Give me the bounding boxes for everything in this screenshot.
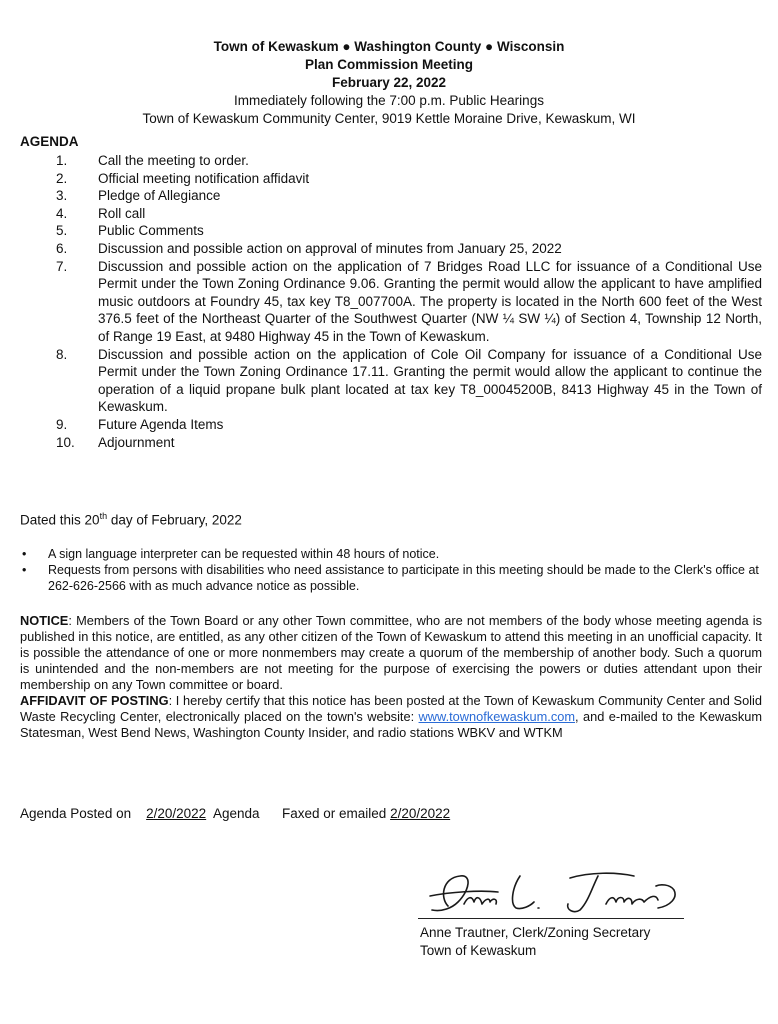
agenda-item-number: 7. [56, 258, 68, 274]
faxed-date: 2/20/2022 [390, 806, 451, 821]
bullet-dot-icon: • [22, 547, 27, 561]
posted-line [20, 806, 450, 821]
bullet-text: Requests from persons with disabilities who need assistance to participate in this meeting should be made to the Clerk's office at 262-626-2566 with as much advance notice as possible. [48, 563, 759, 593]
faxed-label: Faxed or emailed [282, 806, 387, 821]
header-date: February 22, 2022 [331, 75, 447, 90]
agenda-item-number: 1. [56, 153, 68, 168]
agenda-item-text: Discussion and possible action on the application of Cole Oil Company for issuance of a Conditional Use Permit under the Town Zoning Ordinance 17.11. Granting the permit would allow the applicant to continue the operation of a liquid propane bulk plant located at tax key T8_00045200B, 8413 Highway 45 in the Town of Kewaskum. [98, 346, 762, 415]
agenda-item-text: Official meeting notification affidavit [98, 170, 310, 186]
bullet-item [22, 562, 762, 594]
agenda-item-text: Call the meeting to order. [98, 153, 249, 168]
posted-label: Agenda Posted on [20, 806, 132, 821]
dated-line [20, 511, 242, 528]
agenda-item [56, 240, 762, 258]
posted-agenda-label: Agenda [212, 806, 260, 821]
signature-block [420, 924, 650, 960]
agenda-item-text: Discussion and possible action on approval of minutes from January 25, 2022 [98, 240, 562, 256]
agenda-item-text: Roll call [98, 205, 146, 221]
dated-superscript: th [99, 511, 108, 521]
dated-before: Dated this 20 [20, 512, 100, 528]
notice-label: NOTICE [20, 613, 69, 628]
agenda-item-text: Future Agenda Items [98, 416, 224, 432]
agenda-item-number: 2. [56, 170, 68, 186]
notice-section [20, 613, 762, 741]
header-location: Town of Kewaskum ● Washington County ● Wisconsin [213, 39, 565, 54]
agenda-title: AGENDA [20, 134, 79, 149]
dated-after: day of February, 2022 [107, 512, 242, 528]
agenda-item-number: 3. [56, 188, 68, 204]
handwritten-signature [420, 868, 700, 922]
agenda-item-number: 9. [56, 416, 68, 432]
agenda-item [56, 187, 762, 205]
agenda-item-number: 5. [56, 223, 68, 239]
agenda-item-number: 10. [56, 434, 75, 450]
agenda-item-text: Public Comments [98, 223, 204, 239]
agenda-item [56, 170, 762, 188]
signer-name-title: Anne Trautner, Clerk/Zoning Secretary [420, 925, 651, 940]
agenda-item [56, 434, 762, 452]
agenda-item-number: 6. [56, 240, 68, 256]
signature-text: Anne L. Trautner [420, 920, 428, 921]
agenda-item-number: 4. [56, 205, 68, 221]
affidavit-label: AFFIDAVIT OF POSTING [20, 693, 169, 708]
agenda-item [56, 222, 762, 240]
agenda-item-text: Discussion and possible action on the application of 7 Bridges Road LLC for issuance of a Conditional Use Permit under the Town Zoning Ordinance 9.06. Granting the permit would allow the applicant to have amplified music outdoors at Foundry 45, tax key T8_007700A. The property is located in the North 600 feet of the West 376.5 feet of the Northeast Quarter of the Southwest Quarter (NW ¼ SW ¼) of Section 4, Township 12 North, of Range 19 East, at 9480 Highway 45 in the Town of Kewaskum. [98, 258, 762, 344]
agenda-item [56, 205, 762, 223]
header-time: Immediately following the 7:00 p.m. Public Hearings [234, 93, 544, 108]
agenda-item-text: Adjournment [98, 434, 175, 450]
agenda-item-number: 8. [56, 346, 68, 362]
agenda-item [56, 346, 762, 416]
notice-text: : Members of the Town Board or any other Town committee, who are not members of the body whose meeting agenda is published in this notice, are entitled, as any other citizen of the Town of Kewaskum to attend this meeting in an unofficial capacity. It is possible the attendance of one or more nonmembers may create a quorum of the membership of another body. Such a quorum is unintended and the non-members are not meeting for the purpose of exercising the powers or duties attendant upon their membership on any Town committee or board. [20, 613, 762, 692]
agenda-item-text: Pledge of Allegiance [98, 188, 221, 204]
document-header [0, 38, 778, 128]
affidavit-paragraph [20, 693, 762, 741]
bullet-text: A sign language interpreter can be requested within 48 hours of notice. [48, 547, 440, 561]
website-link[interactable]: www.townofkewaskum.com [418, 709, 576, 724]
notice-paragraph [20, 613, 762, 693]
header-venue: Town of Kewaskum Community Center, 9019 Kettle Moraine Drive, Kewaskum, WI [142, 111, 636, 126]
affidavit-text-before: : I hereby certify that this notice has been posted at the Town of Kewaskum Community Center and Solid Waste Recycling Center, electronically placed on the town's website: [20, 693, 762, 724]
agenda-item [56, 416, 762, 434]
signature-line [418, 918, 684, 919]
agenda-item [56, 258, 762, 346]
posted-date: 2/20/2022 [146, 806, 207, 821]
header-meeting-name: Plan Commission Meeting [304, 57, 474, 72]
agenda-list [56, 152, 762, 451]
accessibility-notes [22, 546, 762, 594]
affidavit-text-after: , and e-mailed to the Kewaskum Statesman, West Bend News, Washington County Insider, and radio stations WBKV and WTKM [20, 709, 762, 740]
bullet-item [22, 546, 762, 562]
bullet-dot-icon: • [22, 563, 27, 577]
signer-organization: Town of Kewaskum [420, 943, 537, 958]
agenda-item [56, 152, 762, 170]
